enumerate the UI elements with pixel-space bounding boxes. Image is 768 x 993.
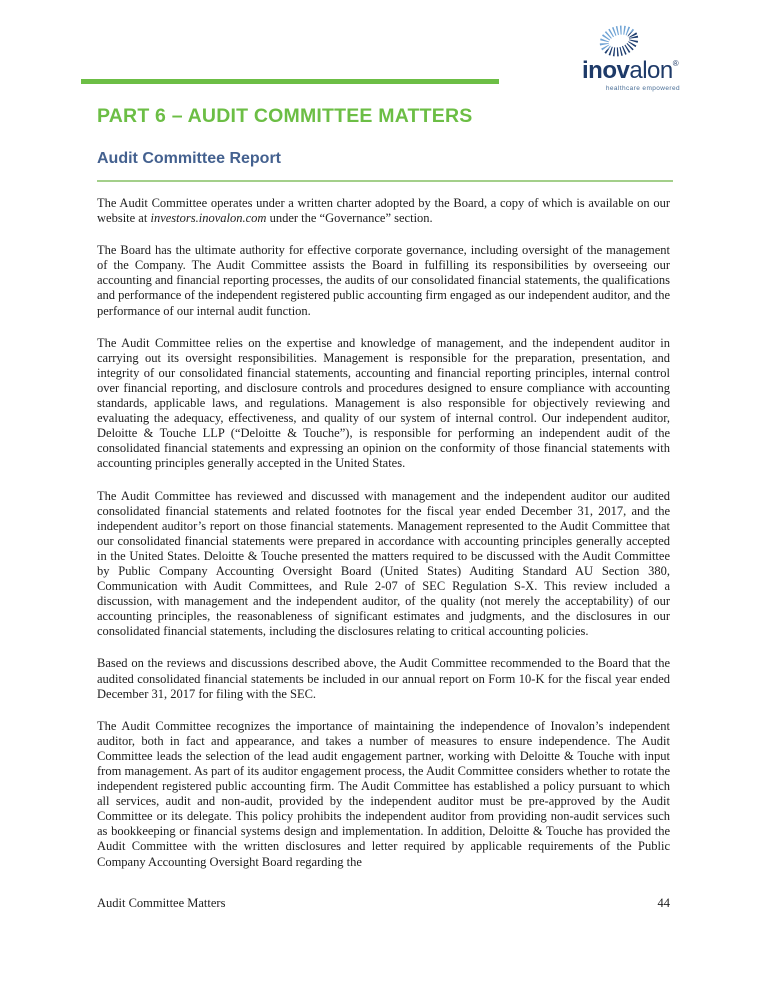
page-footer	[97, 896, 670, 911]
report-body	[97, 196, 670, 887]
paragraph-committee-reliance: The Audit Committee relies on the expertise and knowledge of management, and the independent auditor in carrying out its oversight responsibilities. Management is responsible for the preparation, presentation, and integrity of our consolidated financial statements, accounting and financial reporting principles, internal control over financial reporting, and disclosure controls and procedures designed to ensure compliance with accounting standards, applicable laws, and regulations. Management is also responsible for objectively reviewing and evaluating the adequacy, effectiveness, and quality of our system of internal control. Our independent auditor, Deloitte & Touche LLP (“Deloitte & Touche”), is responsible for performing an independent audit of the consolidated financial statements and expressing an opinion on the conformity of those financial statements with accounting principles generally accepted in the United States.	[97, 335, 670, 471]
paragraph-charter-text: The Audit Committee operates under a written charter adopted by the Board, a copy of which is available on our website at	[97, 196, 670, 226]
paragraph-review-discussion: The Audit Committee has reviewed and discussed with management and the independent auditor our audited consolidated financial statements and related footnotes for the fiscal year ended December 31, 2017, and the independent auditor’s report on those financial statements. Management represented to the Audit Committee that our consolidated financial statements were prepared in accordance with accounting principles generally accepted in the United States. Deloitte & Touche presented the matters required to be discussed with the Audit Committee by Public Company Accounting Oversight Board (United States) Auditing Standard AU Section 380, Communication with Audit Committees, and Rule 2-07 of SEC Regulation S-X. This review included a discussion, with management and the independent auditor, of the quality (not merely the acceptability) of our accounting principles, the reasonableness of significant estimates and judgments, and the disclosures in our consolidated financial statements, including the disclosures relating to critical accounting policies.	[97, 488, 670, 639]
top-green-rule	[81, 79, 499, 84]
investors-website-link[interactable]: investors.inovalon.com	[150, 211, 267, 226]
wordmark-bold-part: inov	[582, 57, 630, 84]
part-title: PART 6 – AUDIT COMMITTEE MATTERS	[97, 105, 473, 127]
paragraph-board-authority: The Board has the ultimate authority for effective corporate governance, including oversight of the management of the Company. The Audit Committee assists the Board in fulfilling its responsibilities by overseeing our accounting and financial reporting processes, the audits of our consolidated financial statements, the qualifications and performance of the independent registered public accounting firm engaged as our independent auditor, and the performance of our internal audit function.	[97, 243, 670, 318]
paragraph-charter	[97, 196, 670, 226]
paragraph-independence: The Audit Committee recognizes the importance of maintaining the independence of Inovalon’s independent auditor, both in fact and appearance, and takes a number of measures to ensure independence. The Audit Committee leads the selection of the lead audit engagement partner, working with Deloitte & Touche with input from management. As part of its auditor engagement process, the Audit Committee considers whether to rotate the independent registered public accounting firm. The Audit Committee has established a policy pursuant to which all services, audit and non-audit, provided by the independent auditor must be pre-approved by the Audit Committee or its delegate. This policy prohibits the independent auditor from providing non-audit services such as bookkeeping or financial systems design and implementation. In addition, Deloitte & Touche has provided the Audit Committee with the written disclosures and letter required by applicable requirements of the Public Company Accounting Oversight Board regarding the	[97, 718, 670, 869]
section-underline-rule	[97, 180, 673, 182]
registered-trademark-symbol: ®	[672, 59, 679, 68]
inovalon-burst-icon	[590, 20, 648, 62]
paragraph-charter-text-end: under the “Governance” section.	[266, 211, 433, 226]
footer-page-number: 44	[657, 896, 670, 910]
section-title: Audit Committee Report	[97, 150, 281, 167]
paragraph-recommendation: Based on the reviews and discussions described above, the Audit Committee recommended to the Board that the audited consolidated financial statements be included in our annual report on Form 10-K for the fiscal year ended December 31, 2017 for filing with the SEC.	[97, 656, 670, 701]
logo-tagline: healthcare empowered	[605, 85, 680, 92]
wordmark-light-part: alon	[629, 57, 673, 84]
inovalon-wordmark	[582, 59, 684, 83]
footer-section-label: Audit Committee Matters	[97, 896, 226, 910]
inovalon-logo	[582, 20, 684, 92]
